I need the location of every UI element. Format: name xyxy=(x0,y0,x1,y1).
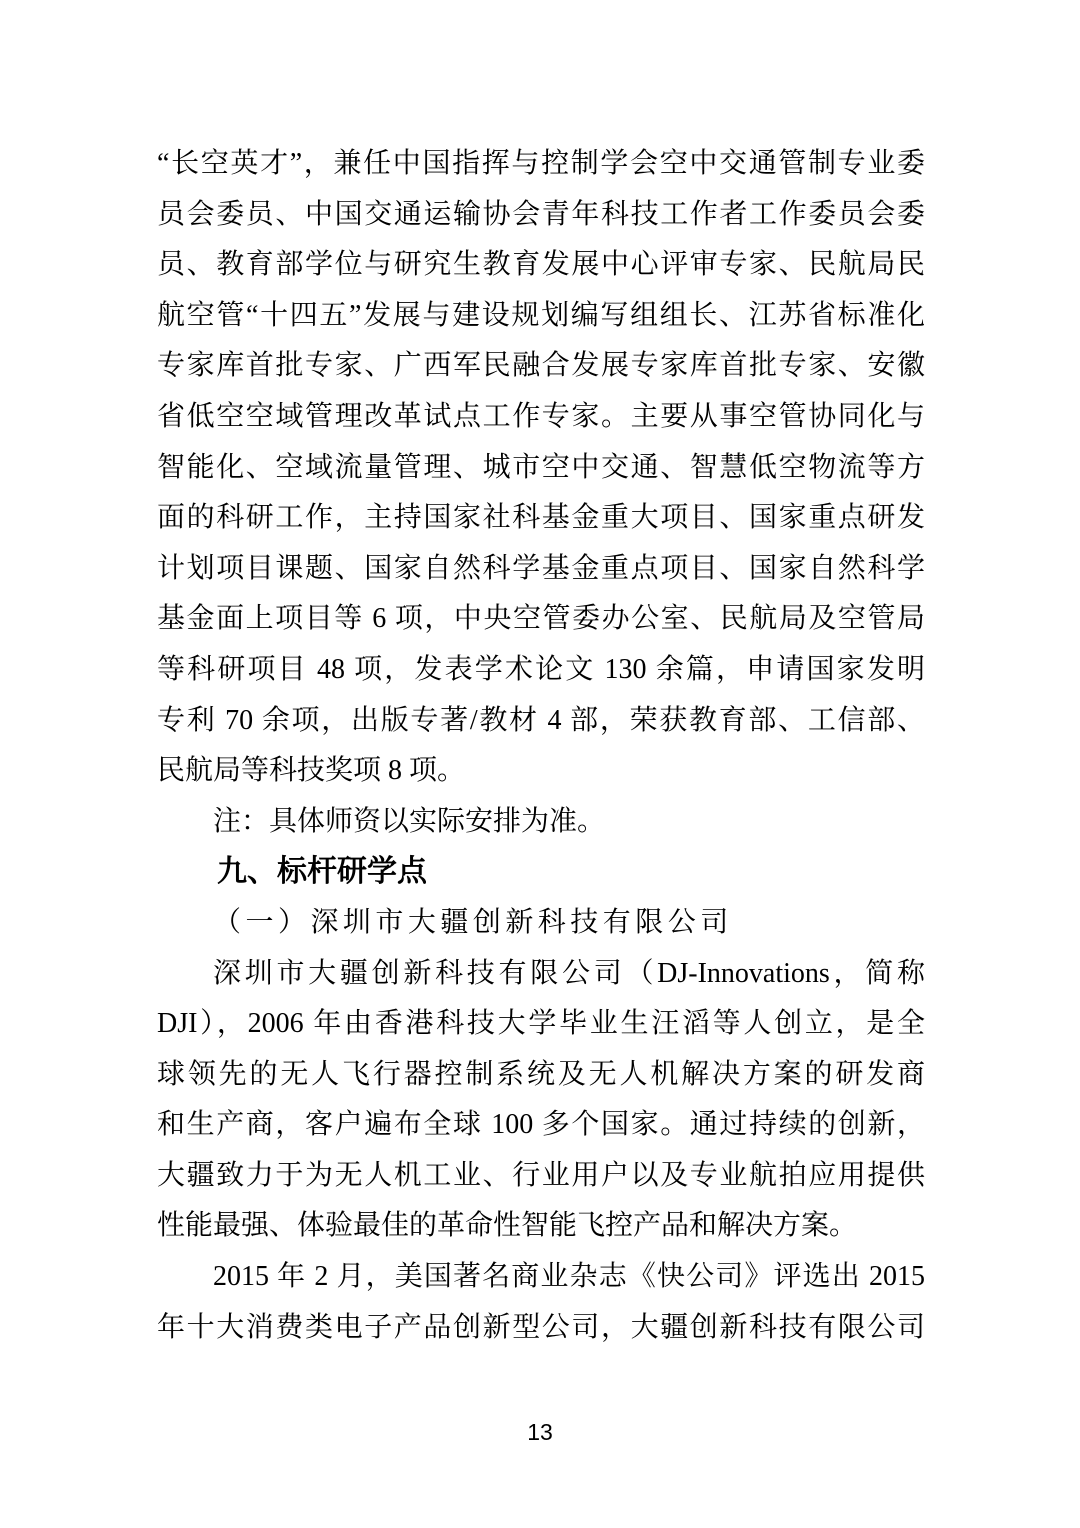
subsection-heading: （一）深圳市大疆创新科技有限公司 xyxy=(213,906,733,938)
paragraph-line: 智能化、空域流量管理、城市空中交通、智慧低空物流等方 xyxy=(157,451,925,483)
text-block xyxy=(157,139,925,1353)
paragraph-line: 球领先的无人飞行器控制系统及无人机解决方案的研发商 xyxy=(157,1058,925,1090)
paragraph-line: 省低空空域管理改革试点工作专家。主要从事空管协同化与 xyxy=(157,400,925,432)
paragraph-line: DJI），2006 年由香港科技大学毕业生汪滔等人创立，是全 xyxy=(157,1008,925,1040)
paragraph-line: 大疆致力于为无人机工业、行业用户以及专业航拍应用提供 xyxy=(157,1159,925,1191)
paragraph-line: 性能最强、体验最佳的革命性智能飞控产品和解决方案。 xyxy=(157,1210,858,1242)
paragraph-line: 深圳市大疆创新科技有限公司（DJ-Innovations，简称 xyxy=(213,957,925,989)
paragraph-line: 2015 年 2 月，美国著名商业杂志《快公司》评选出 2015 xyxy=(213,1261,925,1293)
section-heading: 九、标杆研学点 xyxy=(217,855,427,889)
paragraph-line: “长空英才”，兼任中国指挥与控制学会空中交通管制专业委 xyxy=(157,148,925,179)
paragraph-line: 等科研项目 48 项，发表学术论文 130 余篇，申请国家发明 xyxy=(157,653,925,685)
paragraph-line: 员会委员、中国交通运输协会青年科技工作者工作委员会委 xyxy=(157,198,925,230)
paragraph-line: 员、教育部学位与研究生教育发展中心评审专家、民航局民 xyxy=(157,249,925,281)
note-line: 注：具体师资以实际安排为准。 xyxy=(213,805,606,837)
paragraph-line: 基金面上项目等 6 项，中央空管委办公室、民航局及空管局 xyxy=(157,603,925,635)
paragraph-line: 民航局等科技奖项 8 项。 xyxy=(157,755,466,787)
paragraph-line: 专利 70 余项，出版专著/教材 4 部，荣获教育部、工信部、 xyxy=(157,704,925,736)
paragraph-line: 专家库首批专家、广西军民融合发展专家库首批专家、安徽 xyxy=(157,350,925,382)
paragraph-line: 航空管“十四五”发展与建设规划编写组组长、江苏省标准化 xyxy=(157,299,925,331)
paragraph-line: 面的科研工作，主持国家社科基金重大项目、国家重点研发 xyxy=(157,502,925,534)
paragraph-line: 年十大消费类电子产品创新型公司，大疆创新科技有限公司 xyxy=(157,1311,925,1343)
paragraph-line: 和生产商，客户遍布全球 100 多个国家。通过持续的创新， xyxy=(157,1109,925,1141)
page-number: 13 xyxy=(527,1419,553,1445)
paragraph-line: 计划项目课题、国家自然科学基金重点项目、国家自然科学 xyxy=(157,552,925,584)
